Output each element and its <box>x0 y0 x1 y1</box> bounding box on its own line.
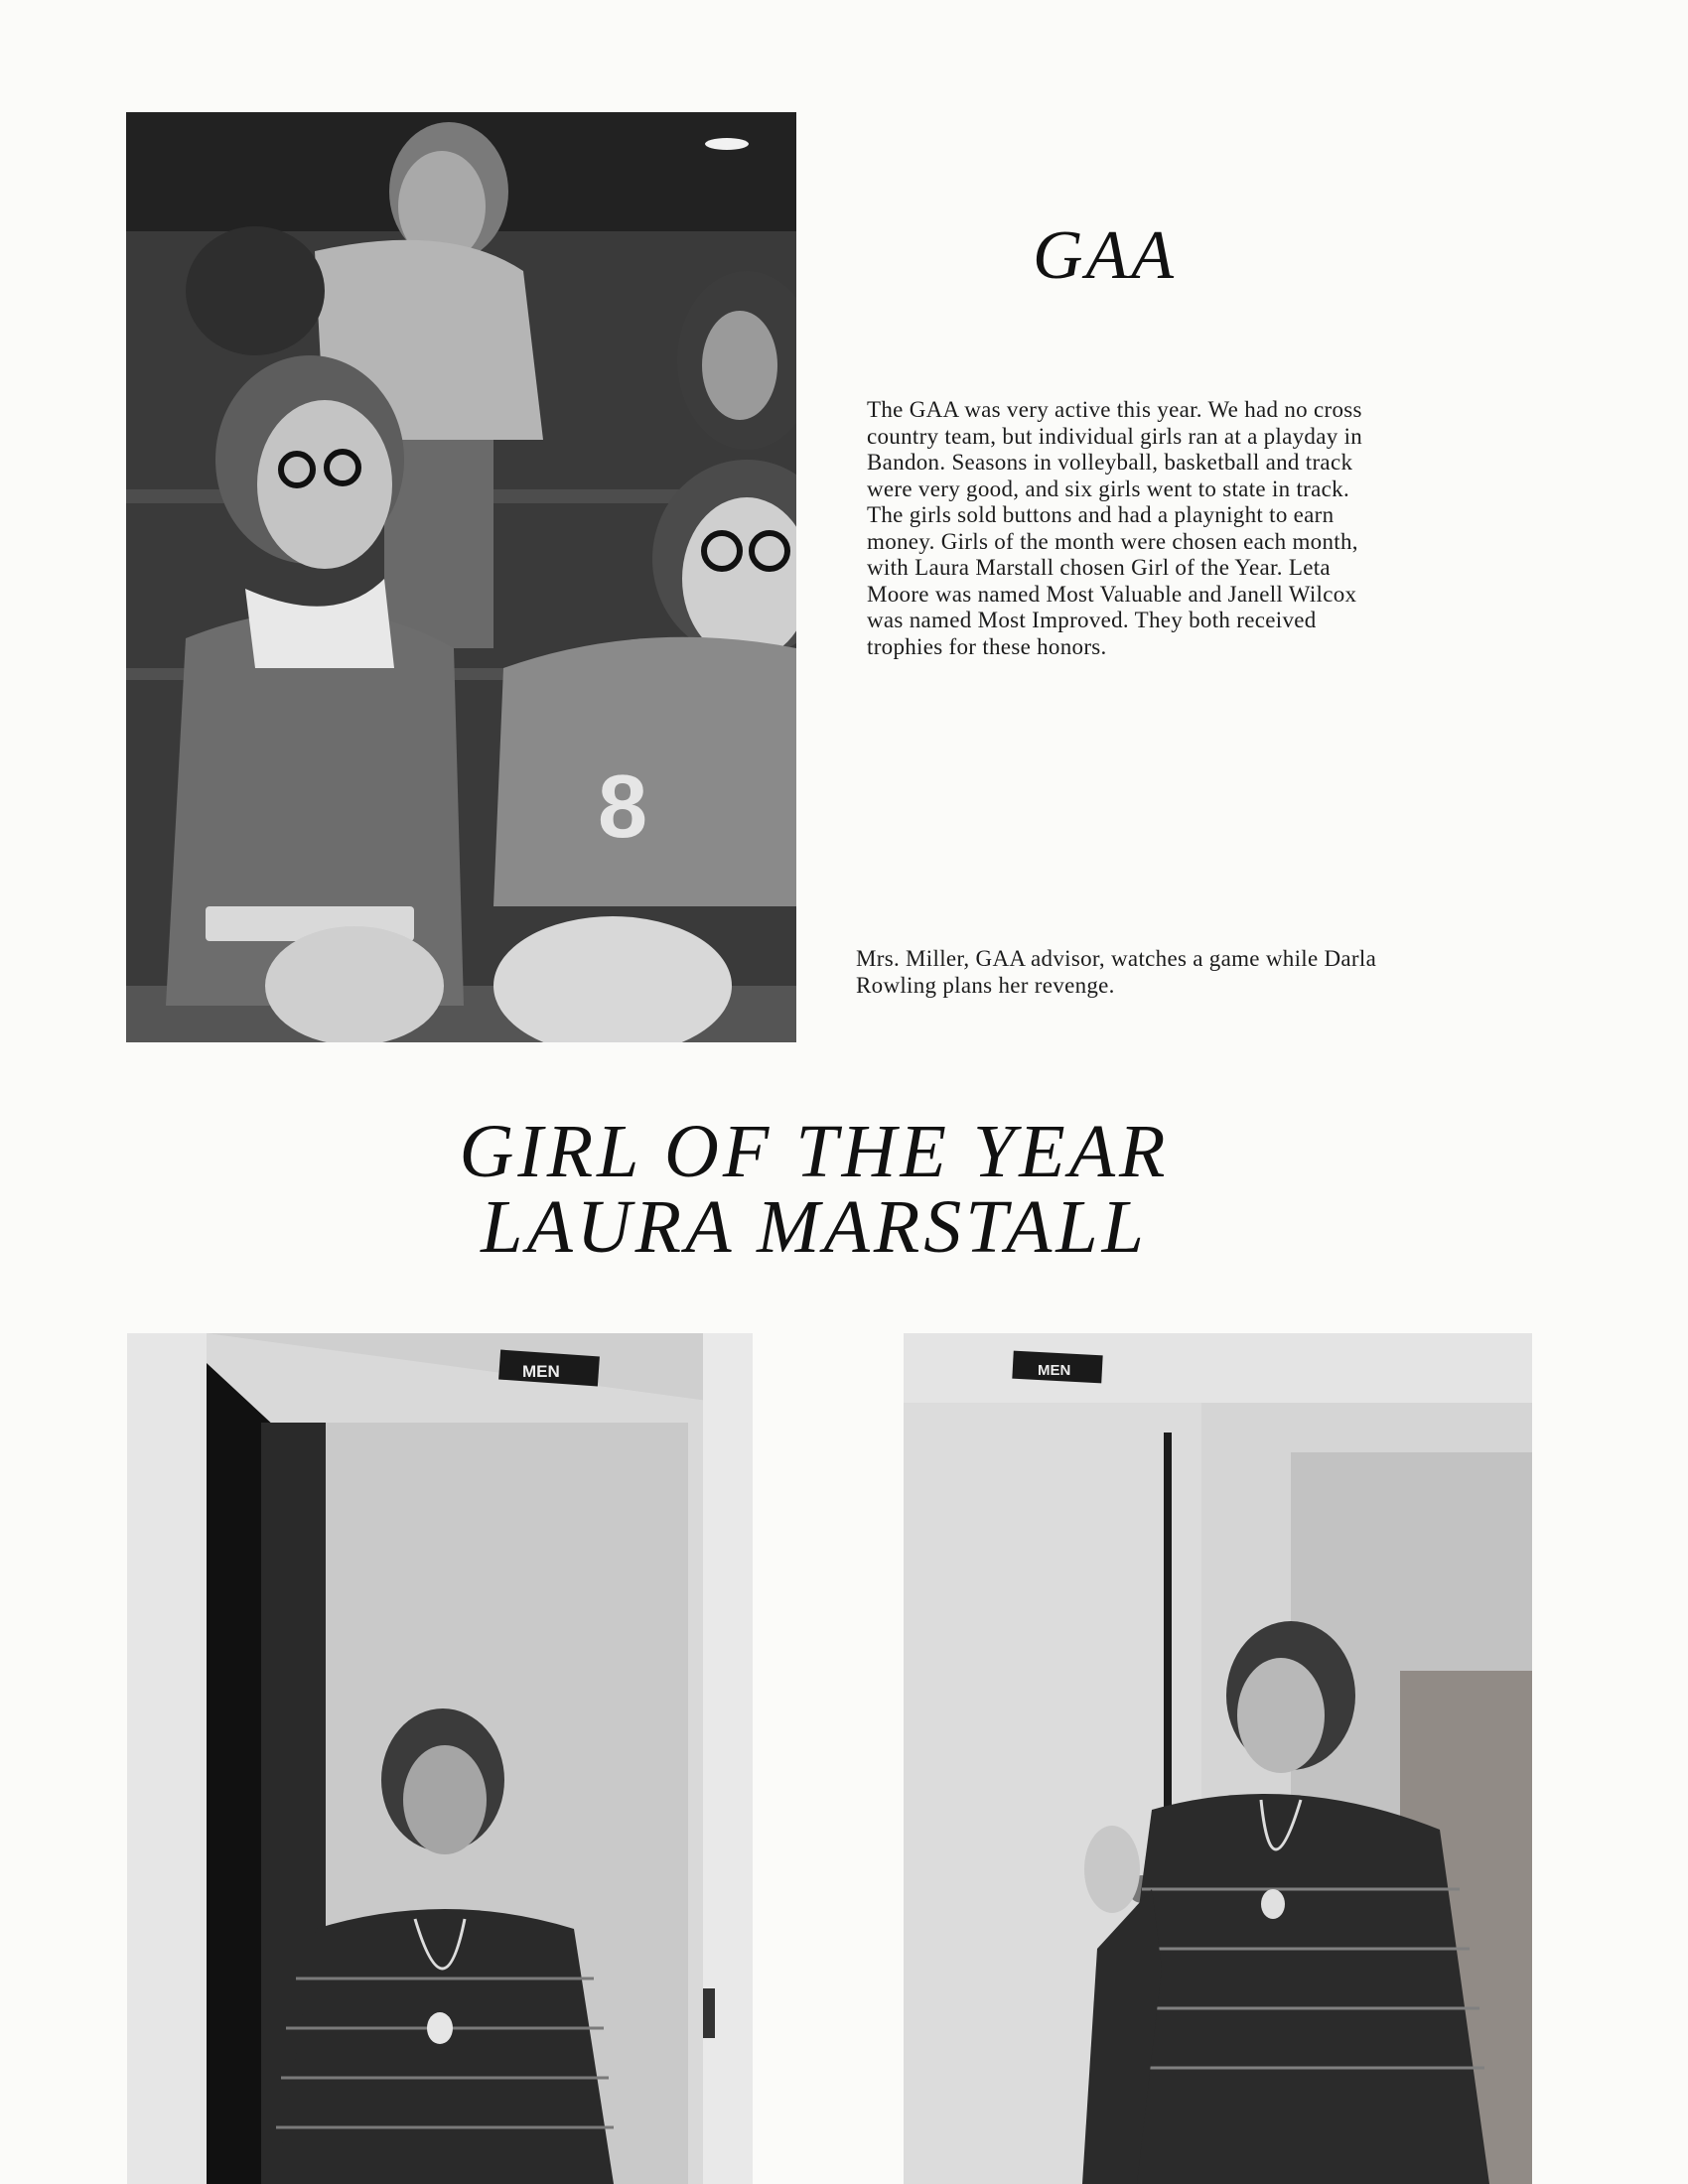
laura-doorway-photo-right <box>904 1333 1532 2184</box>
gaa-title: GAA <box>1033 217 1178 294</box>
gaa-bleachers-photo <box>126 112 796 1042</box>
girl-of-the-year-name: LAURA MARSTALL <box>481 1185 1148 1269</box>
door-sign-right: MEN <box>1038 1362 1071 1379</box>
gaa-photo-caption: Mrs. Miller, GAA advisor, watches a game while Darla Rowling plans her revenge. <box>856 946 1377 998</box>
gaa-paragraph: The GAA was very active this year. We had no cross country team, but individual girls ran at a playday in Bandon. Seasons in volleyball, basketball and track were very good, and six girls went to state in track. The girls sold buttons and had a playnight to earn money. Girls of the month were chosen each month, with Laura Marstall chosen Girl of the Year. Leta Moore was named Most Valuable and Janell Wilcox was named Most Improved. They both received trophies for these honors. <box>867 397 1363 659</box>
girl-of-the-year-heading: GIRL OF THE YEAR <box>459 1110 1170 1193</box>
door-sign-left: MEN <box>522 1362 560 1381</box>
laura-doorway-photo-left <box>127 1333 753 2184</box>
jersey-number: 8 <box>598 757 648 857</box>
